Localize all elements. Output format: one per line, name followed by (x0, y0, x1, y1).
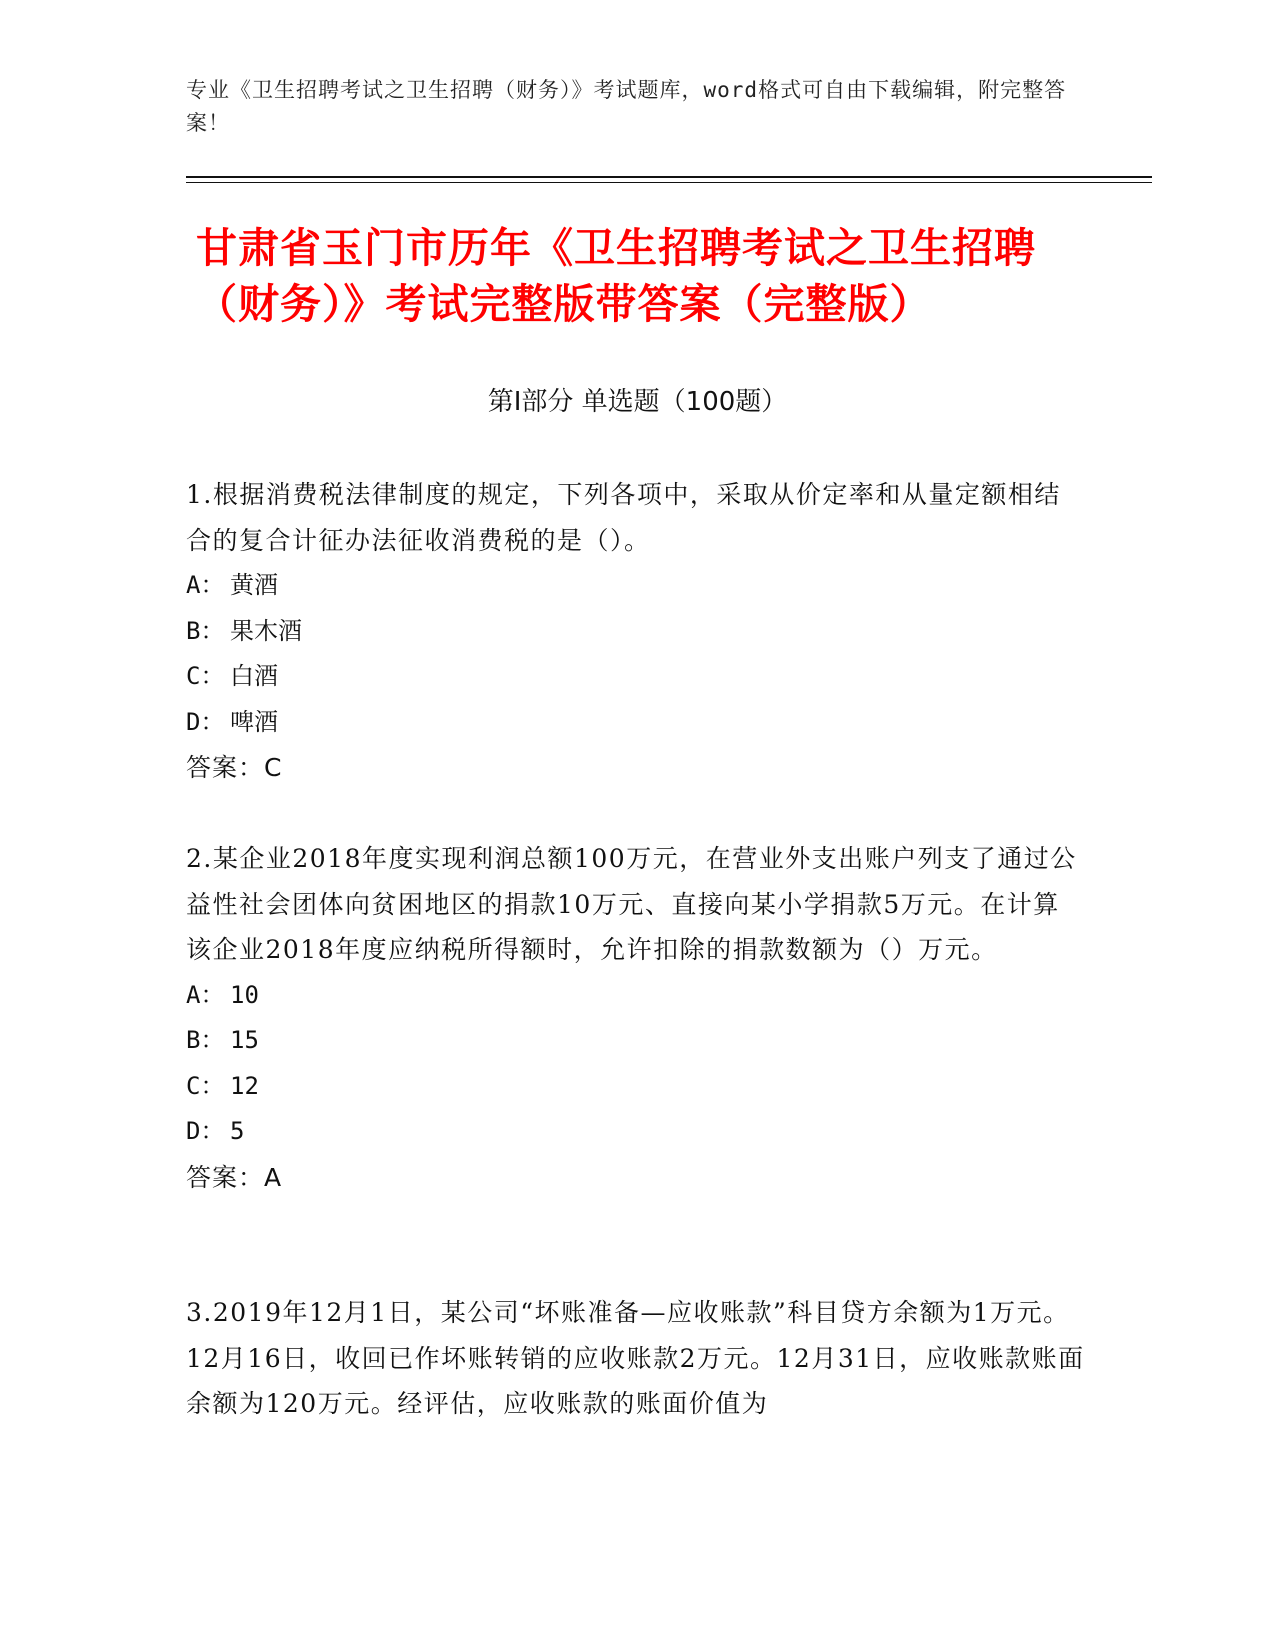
option-key: D： (186, 1117, 225, 1145)
question-1 (186, 472, 1086, 791)
header-divider-thin (186, 182, 1152, 183)
option-text: 10 (230, 980, 259, 1009)
question-stem: 1.根据消费税法律制度的规定，下列各项中，采取从价定率和从量定额相结合的复合计征办法征收消费税的是（）。 (186, 480, 1061, 555)
option-key: B： (186, 616, 225, 645)
option-key: C： (186, 1071, 225, 1100)
option-key: A： (186, 571, 225, 599)
option-key: D： (186, 707, 225, 736)
document-title: 甘肃省玉门市历年《卫生招聘考试之卫生招聘（财务）》考试完整版带答案（完整版） (196, 224, 1036, 328)
option-key: A： (186, 980, 225, 1009)
option-d (186, 700, 1086, 746)
option-text: 黄酒 (230, 571, 278, 599)
option-a (186, 563, 1086, 609)
question-stem: 3.2019年12月1日，某公司“坏账准备—应收账款”科目贷方余额为1万元。12月16日，收回已作坏账转销的应收账款2万元。12月31日，应收账款账面余额为120万元。经评估，应收账款的账面价值为 (186, 1298, 1085, 1418)
option-b (186, 1018, 1086, 1064)
option-c (186, 654, 1086, 700)
question-3 (186, 1290, 1086, 1427)
question-stem: 2.某企业2018年度实现利润总额100万元，在营业外支出账户列支了通过公益性社会团体向贫困地区的捐款10万元、直接向某小学捐款5万元。在计算该企业2018年度应纳税所得额时，允许扣除的捐款数额为（）万元。 (186, 844, 1077, 964)
header-note: 专业《卫生招聘考试之卫生招聘（财务）》考试题库，word格式可自由下载编辑，附完整答案！ (186, 78, 1067, 135)
option-c (186, 1064, 1086, 1110)
option-text: 啤酒 (230, 707, 278, 736)
option-key: B： (186, 1026, 225, 1054)
option-key: C： (186, 662, 225, 690)
option-text: 15 (230, 1026, 259, 1054)
header-divider-thick (186, 176, 1152, 178)
option-a (186, 973, 1086, 1019)
answer-line: 答案：A (186, 1162, 283, 1192)
question-2 (186, 836, 1086, 1200)
option-b (186, 609, 1086, 655)
option-text: 12 (230, 1071, 259, 1100)
section-title: 第Ⅰ部分 单选题（100题） (487, 387, 788, 417)
option-d (186, 1109, 1086, 1155)
option-text: 果木酒 (230, 616, 302, 645)
option-text: 5 (230, 1117, 245, 1145)
answer-line: 答案：C (186, 753, 283, 782)
option-text: 白酒 (230, 662, 278, 690)
